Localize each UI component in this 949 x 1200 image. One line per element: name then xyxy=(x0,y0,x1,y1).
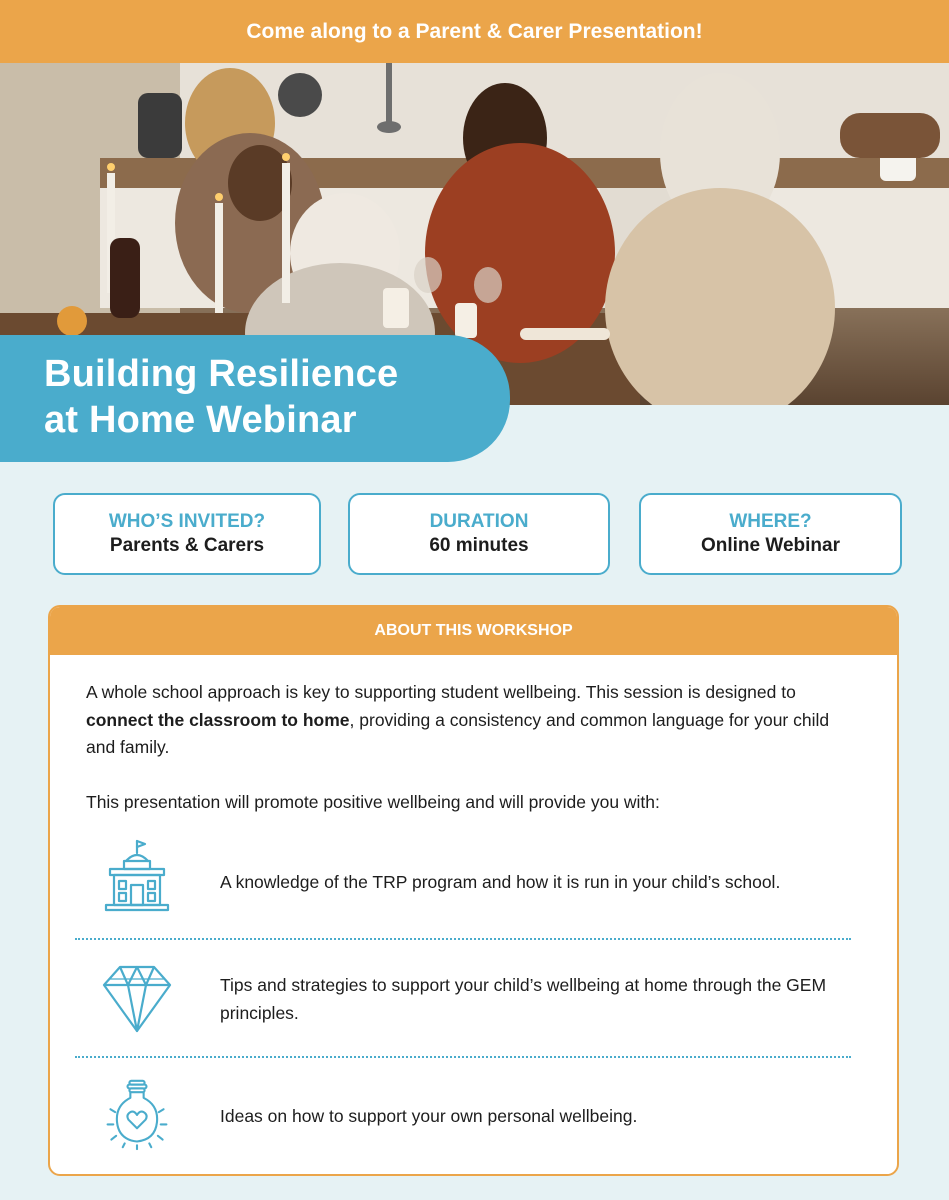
info-label: WHO’S INVITED? xyxy=(108,511,266,532)
info-label: WHERE? xyxy=(729,511,812,532)
workshop-header-label: ABOUT THIS WORKSHOP xyxy=(374,622,573,639)
info-value: Parents & Carers xyxy=(109,535,265,556)
info-box-where xyxy=(639,493,902,575)
workshop-intro xyxy=(86,679,856,762)
benefit-text: A knowledge of the TRP program and how it is run in your child’s school. xyxy=(220,872,781,892)
intro-text-start: A whole school approach is key to supporting student wellbeing. This session is designed to xyxy=(86,682,796,702)
benefit-item xyxy=(50,957,899,1037)
workshop-header xyxy=(50,607,897,655)
info-value: Online Webinar xyxy=(700,535,840,556)
info-value: 60 minutes xyxy=(429,535,529,556)
benefit-text: Tips and strategies to support your child’s wellbeing at home through the GEM principles. xyxy=(220,975,827,1023)
lightbulb-heart-icon xyxy=(100,1077,174,1151)
intro-text-end: , providing a consistency and common language for your child and family. xyxy=(86,709,830,757)
page-title-line-1: Building Resilience xyxy=(44,353,399,395)
info-box-duration xyxy=(348,493,610,575)
dotted-divider xyxy=(75,938,851,940)
benefit-text: Ideas on how to support your own personal wellbeing. xyxy=(220,1106,638,1126)
top-banner xyxy=(0,0,949,63)
workshop-card xyxy=(48,605,899,1176)
benefit-item xyxy=(50,1075,899,1155)
diamond-gem-icon xyxy=(100,961,174,1035)
benefit-item xyxy=(50,835,899,915)
intro-text-bold: connect the classroom to home xyxy=(86,709,350,730)
page-title-line-2: at Home Webinar xyxy=(44,399,357,441)
info-box-invited xyxy=(53,493,321,575)
info-label: DURATION xyxy=(429,511,529,532)
dotted-divider xyxy=(75,1056,851,1058)
banner-text: Come along to a Parent & Carer Presentation! xyxy=(246,19,703,43)
title-block xyxy=(0,335,510,462)
school-building-icon xyxy=(100,839,174,913)
workshop-lead: This presentation will promote positive wellbeing and will provide you with: xyxy=(86,792,660,812)
